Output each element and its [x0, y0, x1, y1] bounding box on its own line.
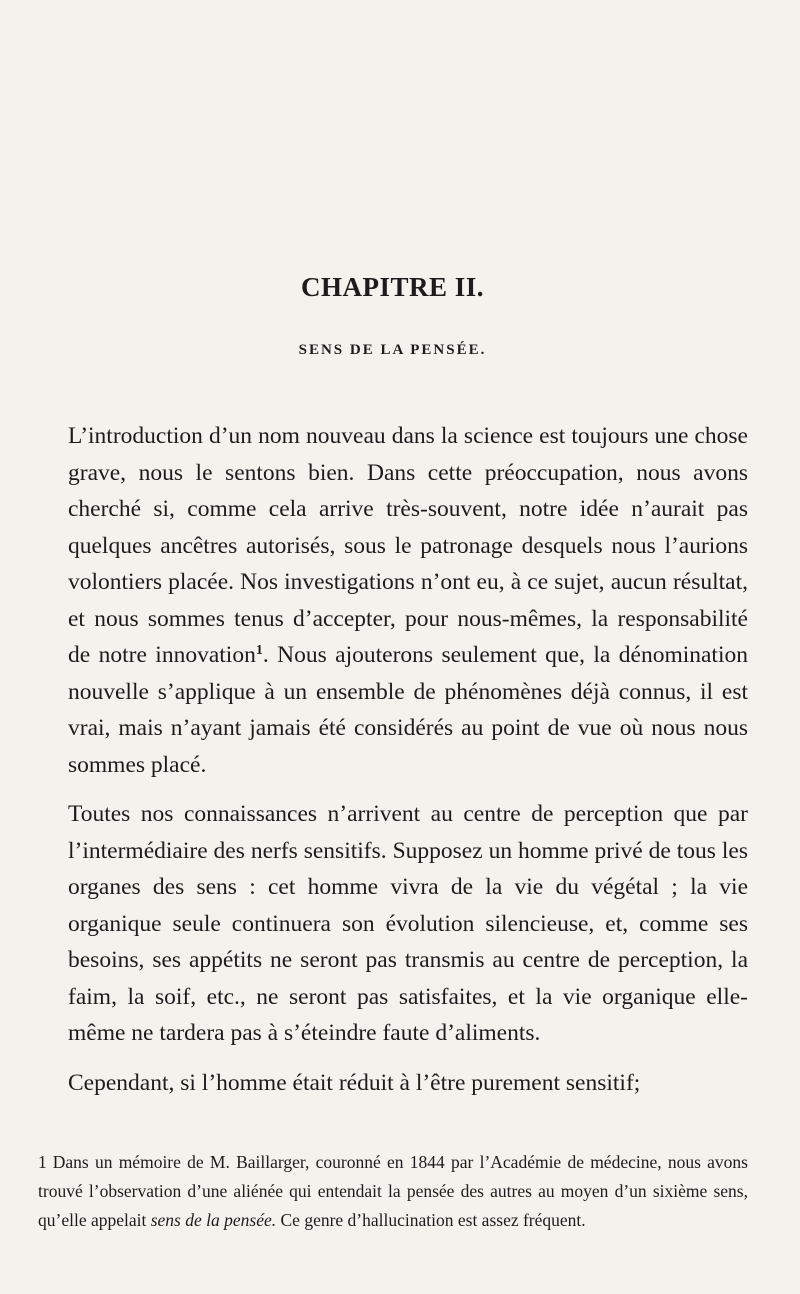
footnote-mark: 1: [38, 1152, 47, 1172]
footnote-text-end: Ce genre d’hallucination est assez fréquent.: [276, 1210, 586, 1230]
paragraph-1-text-before-note: L’introduction d’un nom nouveau dans la science est toujours une chose grave, nous le sentons bien. Dans cette préoccupation, nous avons cherché si, comme cela arrive très-souvent, notre idée n’aurait pas quelques ancêtres autorisés, sous le patronage desquels nous l’aurions volontiers placée. Nos investigations n’ont eu, à ce sujet, aucun résultat, et nous sommes tenus d’accepter, pour nous-mêmes, la responsabilité de notre innovation: [68, 423, 748, 668]
chapter-title: CHAPITRE II.: [300, 272, 485, 302]
footnote-italic-term: sens de la pensée.: [150, 1210, 277, 1230]
footnote-reference: 1: [255, 643, 263, 658]
chapter-subtitle: SENS DE LA PENSÉE.: [298, 342, 487, 358]
footnote: [38, 1148, 748, 1235]
body-text: [68, 418, 748, 1101]
footnote-text: Dans un mémoire de M. Baillarger, couronné en 1844 par l’Académie de médecine, nous avons trouvé l’observation d’une aliénée qui entendait la pensée des autres au moyen d’un sixième sens, qu’elle appelait: [38, 1152, 748, 1230]
paragraph-1: [68, 418, 748, 783]
paragraph-1-text-after-note: . Nous ajouterons seulement que, la dénomination nouvelle s’applique à un ensemble de phénomènes déjà connus, il est vrai, mais n’ayant jamais été considérés au point de vue où nous nous sommes placé.: [68, 642, 748, 778]
paragraph-3: Cependant, si l’homme était réduit à l’être purement sensitif;: [68, 1069, 641, 1096]
paragraph-2: Toutes nos connaissances n’arrivent au centre de perception que par l’intermédiaire des nerfs sensitifs. Supposez un homme privé de tous les organes des sens : cet homme vivra de la vie du végétal ; la vie organique seule continuera son évolution silencieuse, et, comme ses besoins, ses appétits ne seront pas transmis au centre de perception, la faim, la soif, etc., ne seront pas satisfaites, et la vie organique elle-même ne tardera pas à s’éteindre faute d’aliments.: [68, 801, 748, 1046]
